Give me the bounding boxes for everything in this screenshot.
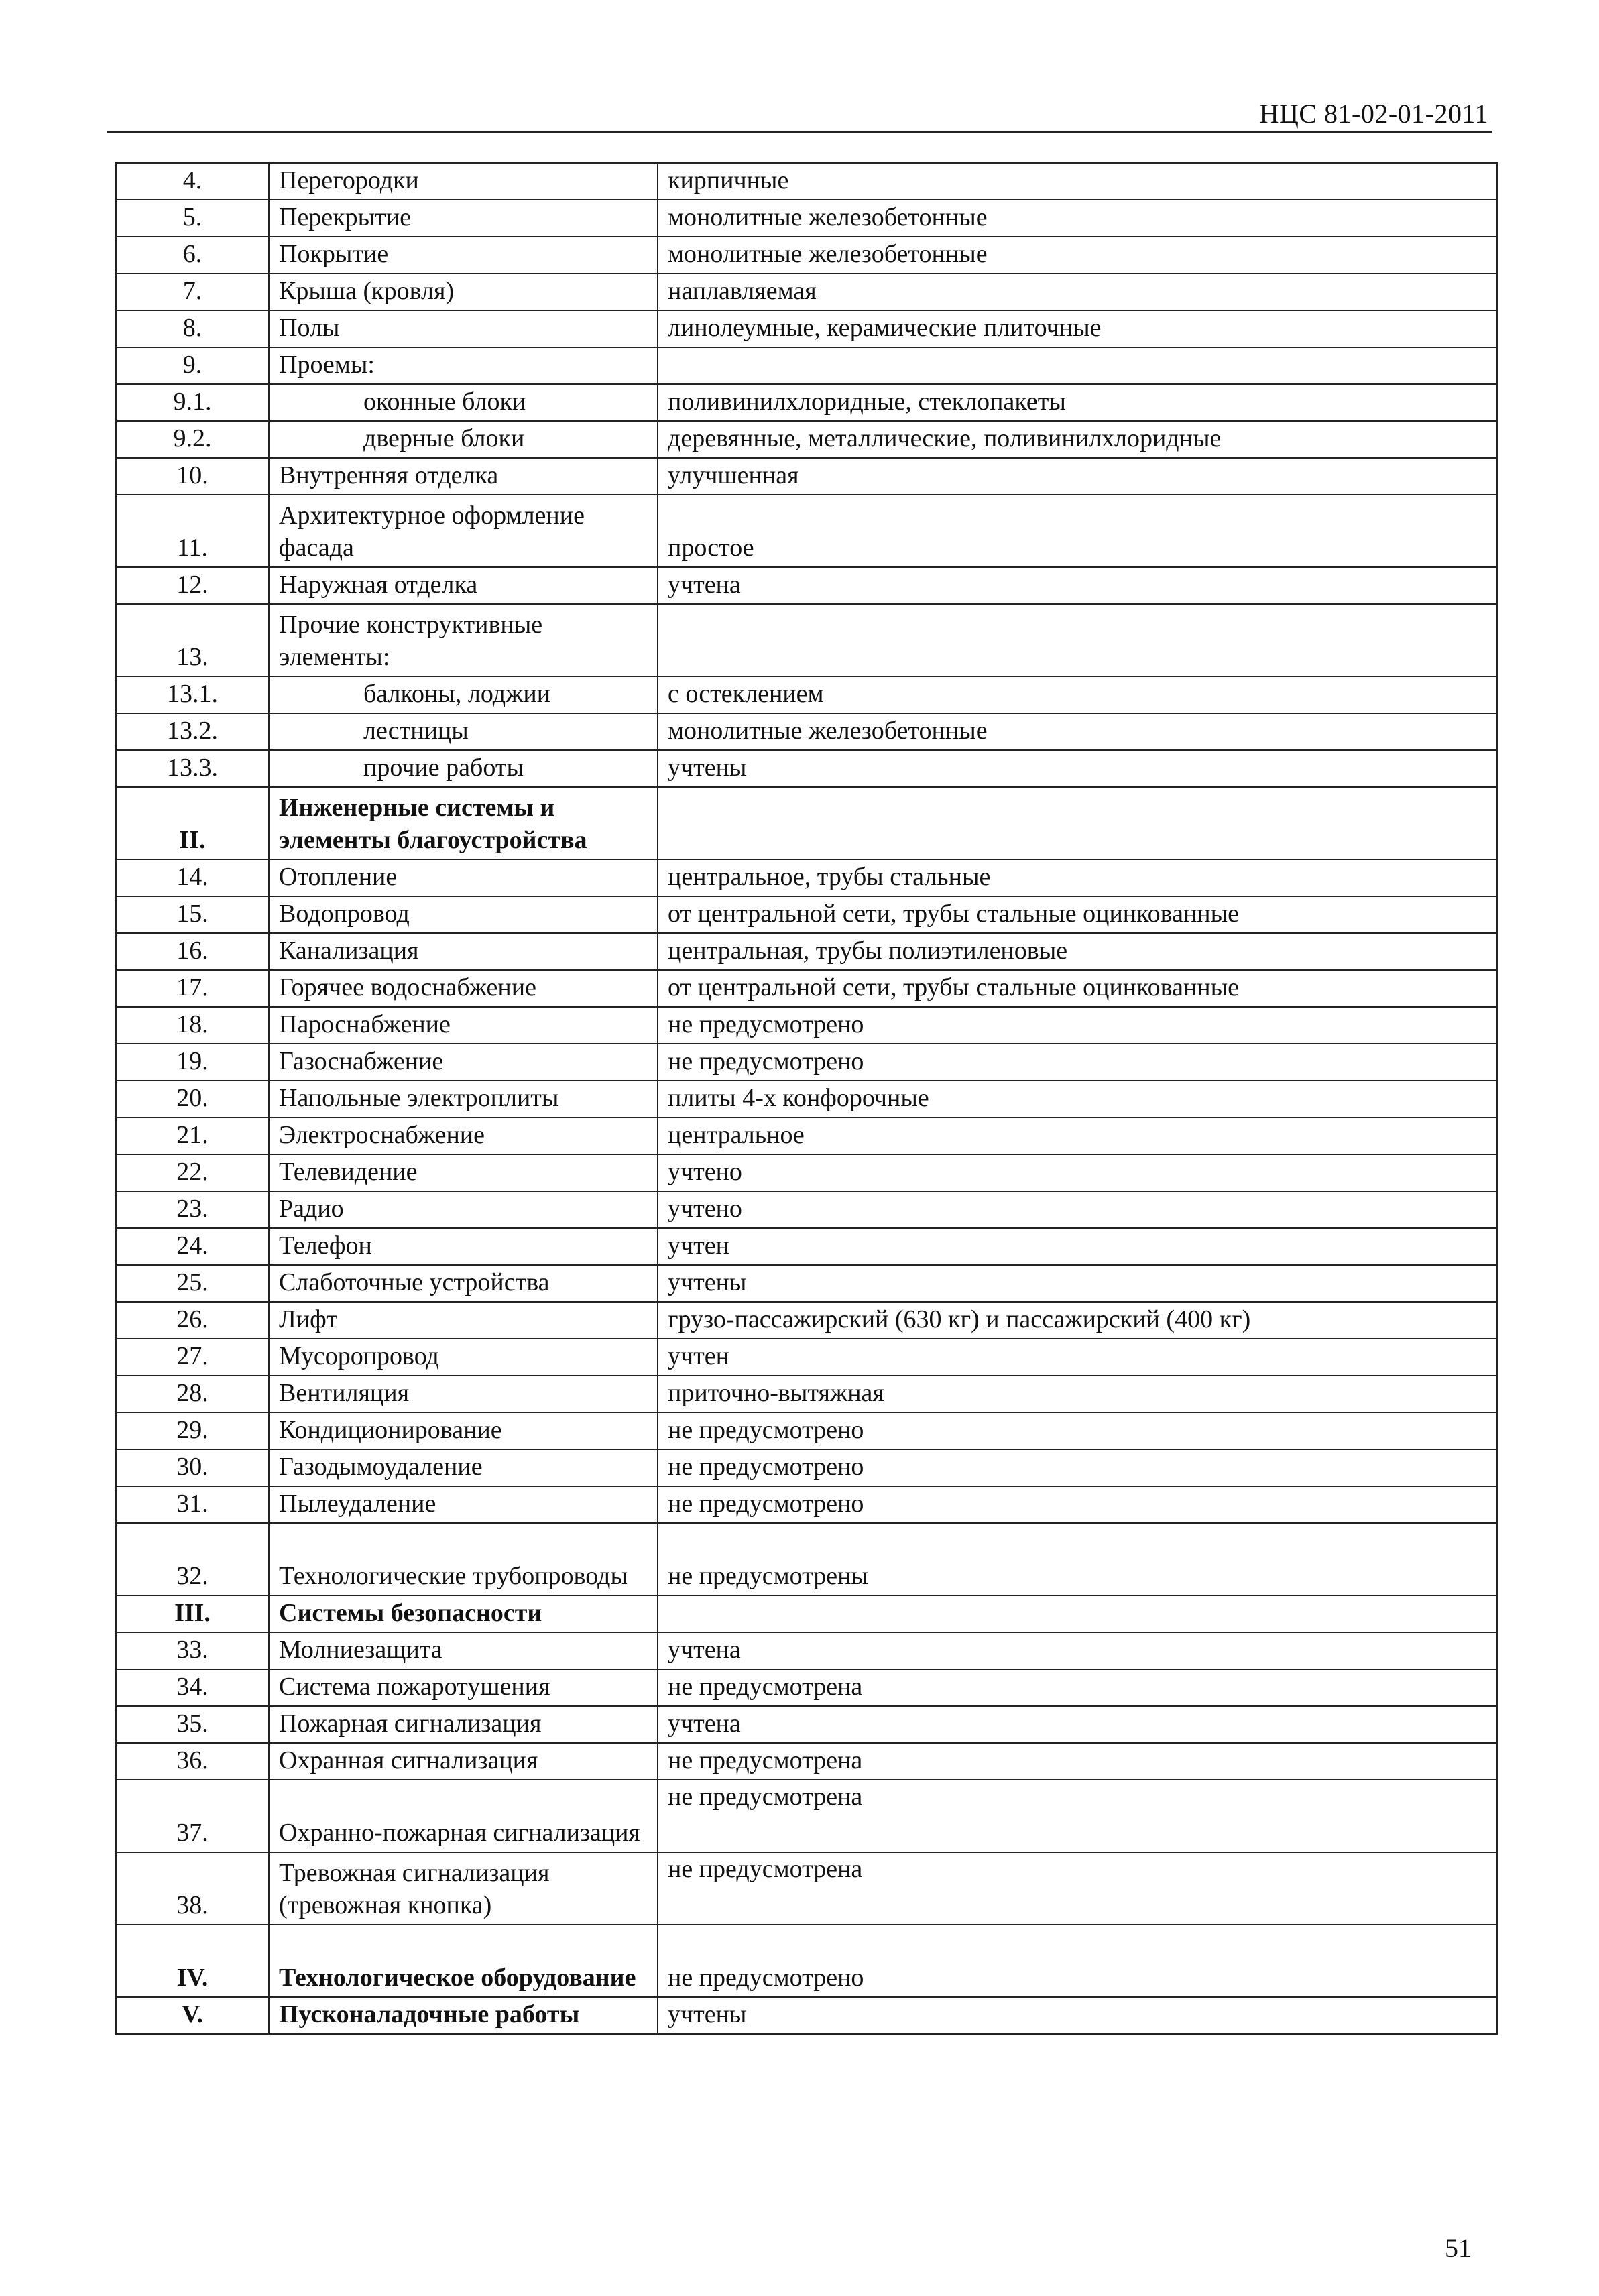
row-number: 14. bbox=[116, 859, 269, 896]
row-number: 22. bbox=[116, 1154, 269, 1191]
table-row bbox=[116, 1228, 1497, 1265]
row-characteristic: не предусмотрены bbox=[658, 1523, 1497, 1595]
table-row bbox=[116, 1044, 1497, 1081]
row-element-name: Телевидение bbox=[269, 1154, 658, 1191]
row-element-name: Тревожная сигнализация (тревожная кнопка) bbox=[269, 1852, 658, 1925]
row-element-name: Пылеудаление bbox=[269, 1486, 658, 1523]
table-row bbox=[116, 1486, 1497, 1523]
table-row bbox=[116, 676, 1497, 713]
table-section-row bbox=[116, 787, 1497, 859]
table-row bbox=[116, 750, 1497, 787]
row-number: 25. bbox=[116, 1265, 269, 1302]
row-element-name: Полы bbox=[269, 310, 658, 347]
table-row bbox=[116, 1523, 1497, 1595]
row-characteristic: от центральной сети, трубы стальные оцинкованные bbox=[658, 896, 1497, 933]
row-characteristic: не предусмотрено bbox=[658, 1007, 1497, 1044]
table-row bbox=[116, 567, 1497, 604]
row-number: II. bbox=[116, 787, 269, 859]
row-characteristic: поливинилхлоридные, стеклопакеты bbox=[658, 384, 1497, 421]
row-characteristic: монолитные железобетонные bbox=[658, 713, 1497, 750]
row-number: 13.2. bbox=[116, 713, 269, 750]
row-element-name: Газодымоудаление bbox=[269, 1449, 658, 1486]
row-number: 17. bbox=[116, 970, 269, 1007]
row-element-name: Пусконаладочные работы bbox=[269, 1997, 658, 2034]
row-characteristic: не предусмотрено bbox=[658, 1044, 1497, 1081]
document-code: НЦС 81-02-01-2011 bbox=[1259, 99, 1488, 129]
row-characteristic: центральное bbox=[658, 1117, 1497, 1154]
row-number: III. bbox=[116, 1595, 269, 1632]
row-characteristic: приточно-вытяжная bbox=[658, 1376, 1497, 1412]
row-element-name: Охранно-пожарная сигнализация bbox=[269, 1780, 658, 1852]
row-element-name: прочие работы bbox=[269, 750, 658, 787]
table-row bbox=[116, 1706, 1497, 1743]
row-number: 24. bbox=[116, 1228, 269, 1265]
table-row bbox=[116, 1852, 1497, 1925]
row-number: 26. bbox=[116, 1302, 269, 1339]
row-element-name: оконные блоки bbox=[269, 384, 658, 421]
row-number: 34. bbox=[116, 1669, 269, 1706]
row-element-name: Инженерные системы и элементы благоустройства bbox=[269, 787, 658, 859]
row-element-name: Напольные электроплиты bbox=[269, 1081, 658, 1117]
row-element-name: Крыша (кровля) bbox=[269, 274, 658, 310]
row-number: 6. bbox=[116, 237, 269, 274]
row-element-name: Отопление bbox=[269, 859, 658, 896]
row-number: 32. bbox=[116, 1523, 269, 1595]
row-element-name: Водопровод bbox=[269, 896, 658, 933]
table-row bbox=[116, 1339, 1497, 1376]
row-characteristic: учтен bbox=[658, 1339, 1497, 1376]
row-element-name: Вентиляция bbox=[269, 1376, 658, 1412]
row-element-name: Перекрытие bbox=[269, 200, 658, 237]
row-characteristic bbox=[658, 1595, 1497, 1632]
table-row bbox=[116, 163, 1497, 200]
row-element-name: Пароснабжение bbox=[269, 1007, 658, 1044]
row-number: 36. bbox=[116, 1743, 269, 1780]
row-characteristic: не предусмотрено bbox=[658, 1449, 1497, 1486]
header-rule bbox=[107, 131, 1492, 133]
row-characteristic: не предусмотрена bbox=[658, 1852, 1497, 1925]
row-characteristic: учтено bbox=[658, 1154, 1497, 1191]
row-characteristic: учтены bbox=[658, 750, 1497, 787]
row-element-name: балконы, лоджии bbox=[269, 676, 658, 713]
row-number: 23. bbox=[116, 1191, 269, 1228]
row-characteristic bbox=[658, 347, 1497, 384]
row-characteristic: с остеклением bbox=[658, 676, 1497, 713]
row-characteristic: монолитные железобетонные bbox=[658, 200, 1497, 237]
row-element-name: Покрытие bbox=[269, 237, 658, 274]
table-row bbox=[116, 384, 1497, 421]
row-characteristic bbox=[658, 604, 1497, 676]
table-row bbox=[116, 970, 1497, 1007]
row-number: 38. bbox=[116, 1852, 269, 1925]
row-number: 9.2. bbox=[116, 421, 269, 458]
row-element-name: Проемы: bbox=[269, 347, 658, 384]
row-number: V. bbox=[116, 1997, 269, 2034]
table-row bbox=[116, 1669, 1497, 1706]
row-element-name: Системы безопасности bbox=[269, 1595, 658, 1632]
row-element-name: Газоснабжение bbox=[269, 1044, 658, 1081]
row-element-name: Мусоропровод bbox=[269, 1339, 658, 1376]
table-row bbox=[116, 1081, 1497, 1117]
row-number: 27. bbox=[116, 1339, 269, 1376]
table-row bbox=[116, 1007, 1497, 1044]
row-element-name: Горячее водоснабжение bbox=[269, 970, 658, 1007]
row-characteristic: деревянные, металлические, поливинилхлоридные bbox=[658, 421, 1497, 458]
table-row bbox=[116, 933, 1497, 970]
table-row bbox=[116, 1117, 1497, 1154]
row-characteristic: учтены bbox=[658, 1997, 1497, 2034]
row-element-name: Прочие конструктивные элементы: bbox=[269, 604, 658, 676]
table-row bbox=[116, 347, 1497, 384]
row-characteristic: учтен bbox=[658, 1228, 1497, 1265]
row-number: 13.3. bbox=[116, 750, 269, 787]
row-number: 33. bbox=[116, 1632, 269, 1669]
table-row bbox=[116, 495, 1497, 567]
page-number: 51 bbox=[1445, 2233, 1472, 2263]
row-element-name: Перегородки bbox=[269, 163, 658, 200]
row-number: 31. bbox=[116, 1486, 269, 1523]
table-row bbox=[116, 713, 1497, 750]
row-number: 16. bbox=[116, 933, 269, 970]
row-characteristic: простое bbox=[658, 495, 1497, 567]
table-row bbox=[116, 604, 1497, 676]
row-element-name: Молниезащита bbox=[269, 1632, 658, 1669]
row-element-name: Телефон bbox=[269, 1228, 658, 1265]
row-element-name: Слаботочные устройства bbox=[269, 1265, 658, 1302]
row-element-name: Технологические трубопроводы bbox=[269, 1523, 658, 1595]
specification-table-body bbox=[116, 163, 1497, 2034]
table-row bbox=[116, 458, 1497, 495]
table-row bbox=[116, 237, 1497, 274]
row-element-name: Система пожаротушения bbox=[269, 1669, 658, 1706]
row-characteristic: наплавляемая bbox=[658, 274, 1497, 310]
row-number: 35. bbox=[116, 1706, 269, 1743]
row-element-name: Лифт bbox=[269, 1302, 658, 1339]
row-characteristic: центральное, трубы стальные bbox=[658, 859, 1497, 896]
table-section-row bbox=[116, 1925, 1497, 1997]
row-characteristic: не предусмотрена bbox=[658, 1669, 1497, 1706]
row-number: 13. bbox=[116, 604, 269, 676]
table-row bbox=[116, 1780, 1497, 1852]
row-characteristic: учтены bbox=[658, 1265, 1497, 1302]
row-element-name: Пожарная сигнализация bbox=[269, 1706, 658, 1743]
row-number: 4. bbox=[116, 163, 269, 200]
row-element-name: Охранная сигнализация bbox=[269, 1743, 658, 1780]
specification-table bbox=[115, 162, 1498, 2035]
table-row bbox=[116, 421, 1497, 458]
row-characteristic: линолеумные, керамические плиточные bbox=[658, 310, 1497, 347]
table-row bbox=[116, 859, 1497, 896]
row-characteristic: не предусмотрено bbox=[658, 1486, 1497, 1523]
row-characteristic bbox=[658, 787, 1497, 859]
table-section-row bbox=[116, 1595, 1497, 1632]
table-row bbox=[116, 1265, 1497, 1302]
row-characteristic: кирпичные bbox=[658, 163, 1497, 200]
row-number: 29. bbox=[116, 1412, 269, 1449]
table-row bbox=[116, 1743, 1497, 1780]
row-number: 9. bbox=[116, 347, 269, 384]
row-number: 5. bbox=[116, 200, 269, 237]
table-row bbox=[116, 1449, 1497, 1486]
row-number: 28. bbox=[116, 1376, 269, 1412]
row-characteristic: не предусмотрена bbox=[658, 1743, 1497, 1780]
row-characteristic: учтено bbox=[658, 1191, 1497, 1228]
table-row bbox=[116, 310, 1497, 347]
row-element-name: Радио bbox=[269, 1191, 658, 1228]
row-characteristic: центральная, трубы полиэтиленовые bbox=[658, 933, 1497, 970]
row-element-name: Архитектурное оформление фасада bbox=[269, 495, 658, 567]
row-element-name: Внутренняя отделка bbox=[269, 458, 658, 495]
row-characteristic: учтена bbox=[658, 567, 1497, 604]
table-section-row bbox=[116, 1997, 1497, 2034]
row-characteristic: монолитные железобетонные bbox=[658, 237, 1497, 274]
table-row bbox=[116, 896, 1497, 933]
row-characteristic: не предусмотрена bbox=[658, 1780, 1497, 1852]
row-characteristic: плиты 4-х конфорочные bbox=[658, 1081, 1497, 1117]
row-element-name: Кондиционирование bbox=[269, 1412, 658, 1449]
row-characteristic: от центральной сети, трубы стальные оцинкованные bbox=[658, 970, 1497, 1007]
row-number: 37. bbox=[116, 1780, 269, 1852]
row-characteristic: не предусмотрено bbox=[658, 1412, 1497, 1449]
row-element-name: дверные блоки bbox=[269, 421, 658, 458]
row-element-name: Электроснабжение bbox=[269, 1117, 658, 1154]
row-number: 30. bbox=[116, 1449, 269, 1486]
row-number: 19. bbox=[116, 1044, 269, 1081]
table-row bbox=[116, 1632, 1497, 1669]
row-number: 12. bbox=[116, 567, 269, 604]
row-number: 13.1. bbox=[116, 676, 269, 713]
row-number: 7. bbox=[116, 274, 269, 310]
row-number: 21. bbox=[116, 1117, 269, 1154]
row-number: 18. bbox=[116, 1007, 269, 1044]
row-element-name: Канализация bbox=[269, 933, 658, 970]
row-element-name: лестницы bbox=[269, 713, 658, 750]
row-number: 15. bbox=[116, 896, 269, 933]
table-row bbox=[116, 200, 1497, 237]
row-characteristic: улучшенная bbox=[658, 458, 1497, 495]
row-number: IV. bbox=[116, 1925, 269, 1997]
row-element-name: Наружная отделка bbox=[269, 567, 658, 604]
row-characteristic: не предусмотрено bbox=[658, 1925, 1497, 1997]
row-number: 8. bbox=[116, 310, 269, 347]
table-row bbox=[116, 1412, 1497, 1449]
row-number: 11. bbox=[116, 495, 269, 567]
row-number: 20. bbox=[116, 1081, 269, 1117]
table-row bbox=[116, 274, 1497, 310]
table-row bbox=[116, 1191, 1497, 1228]
row-characteristic: учтена bbox=[658, 1632, 1497, 1669]
row-number: 9.1. bbox=[116, 384, 269, 421]
row-characteristic: учтена bbox=[658, 1706, 1497, 1743]
row-characteristic: грузо-пассажирский (630 кг) и пассажирский (400 кг) bbox=[658, 1302, 1497, 1339]
table-row bbox=[116, 1376, 1497, 1412]
row-number: 10. bbox=[116, 458, 269, 495]
row-element-name: Технологическое оборудование bbox=[269, 1925, 658, 1997]
table-row bbox=[116, 1302, 1497, 1339]
table-row bbox=[116, 1154, 1497, 1191]
